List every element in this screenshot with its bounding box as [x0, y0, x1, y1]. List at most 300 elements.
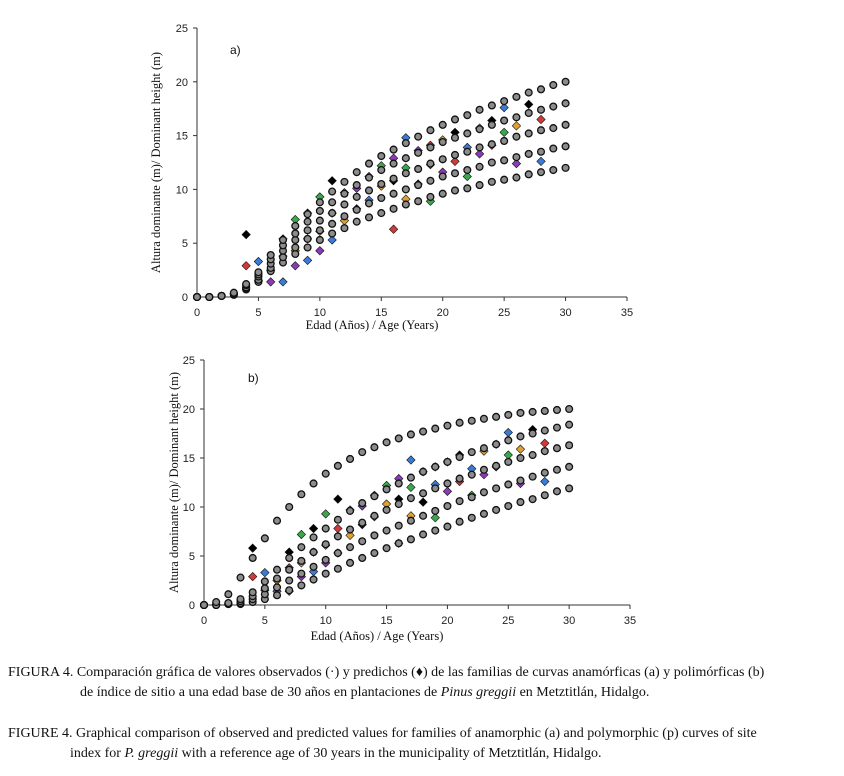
- curve-point-si12: [566, 485, 573, 492]
- curve-point-si20: [402, 140, 409, 147]
- curve-point-si20: [206, 294, 213, 301]
- curve-point-si20: [353, 169, 360, 176]
- curve-point-si18: [464, 130, 471, 137]
- curve-point-si20: [292, 223, 299, 230]
- curve-point-si16: [341, 201, 348, 208]
- curve-point-si20: [408, 431, 415, 438]
- curve-point-si18: [316, 208, 323, 215]
- curve-point-si18: [452, 134, 459, 141]
- x-tick-label: 20: [436, 307, 449, 319]
- curve-point-si18: [488, 121, 495, 128]
- x-tick-label: 15: [375, 307, 388, 319]
- curve-point-si12: [529, 496, 536, 503]
- curve-point-si16: [383, 507, 390, 514]
- curve-point-si16: [501, 138, 508, 145]
- curve-point-si12: [505, 503, 512, 510]
- curve-point-si12: [513, 174, 520, 181]
- curve-point-si20: [347, 456, 354, 463]
- x-axis-title: Edad (Años) / Age (Years): [305, 318, 439, 332]
- observed-point: [537, 157, 545, 165]
- curve-point-si16: [353, 194, 360, 201]
- curve-point-si16: [529, 452, 536, 459]
- observed-point: [525, 100, 533, 108]
- curve-point-si12: [488, 178, 495, 185]
- curve-point-si12: [432, 527, 439, 534]
- curve-point-si14: [390, 190, 397, 197]
- x-tick-label: 0: [200, 615, 208, 627]
- curve-point-si16: [366, 187, 373, 194]
- curve-point-si16: [493, 462, 500, 469]
- curve-point-si20: [481, 415, 488, 422]
- curve-point-si12: [395, 540, 402, 547]
- curve-point-si12: [366, 214, 373, 221]
- curve-point-si18: [237, 596, 244, 603]
- curve-point-si16: [562, 121, 569, 128]
- curve-point-si12: [347, 559, 354, 566]
- observed-point: [419, 498, 427, 506]
- curve-point-si12: [427, 194, 434, 201]
- curve-point-si14: [456, 498, 463, 505]
- caption-en-lead: FIGURE 4. Graphical comparison of observed and predicted values for families of anamorphic (a) and polymorphic (p) curves of site: [8, 726, 757, 741]
- curve-point-si12: [304, 244, 311, 251]
- curve-point-si20: [488, 102, 495, 109]
- curve-point-si20: [280, 237, 287, 244]
- curve-point-si16: [432, 485, 439, 492]
- x-tick-label: 5: [255, 307, 262, 319]
- curve-point-si18: [274, 566, 281, 573]
- curve-point-si12: [493, 507, 500, 514]
- observed-point: [328, 177, 336, 185]
- curve-point-si12: [316, 237, 323, 244]
- curve-point-si18: [493, 441, 500, 448]
- curve-point-si14: [501, 157, 508, 164]
- caption-english: [8, 724, 838, 764]
- caption-spanish: [8, 663, 838, 703]
- curve-point-si12: [322, 570, 329, 577]
- curve-point-si18: [390, 160, 397, 167]
- curve-point-si20: [525, 89, 532, 96]
- curve-point-si20: [452, 116, 459, 123]
- curve-point-si16: [420, 490, 427, 497]
- curve-point-si20: [378, 153, 385, 160]
- curve-point-si14: [274, 584, 281, 591]
- curve-point-si12: [415, 198, 422, 205]
- curve-point-si20: [464, 112, 471, 119]
- curve-point-si14: [525, 150, 532, 157]
- curve-point-si14: [402, 186, 409, 193]
- curve-point-si20: [261, 535, 268, 542]
- curve-point-si20: [554, 407, 561, 414]
- curve-point-si18: [395, 480, 402, 487]
- observed-point: [389, 225, 397, 233]
- curve-point-si18: [529, 430, 536, 437]
- curve-point-si16: [310, 549, 317, 556]
- curve-point-si16: [481, 466, 488, 473]
- curve-point-si12: [274, 592, 281, 599]
- curve-point-si18: [476, 126, 483, 133]
- curve-point-si20: [286, 504, 293, 511]
- curve-point-si18: [481, 445, 488, 452]
- chart-panel-b: [167, 355, 636, 643]
- curve-point-si16: [329, 210, 336, 217]
- curve-point-si16: [322, 541, 329, 548]
- y-tick-label: 10: [175, 184, 188, 197]
- curve-point-si12: [286, 587, 293, 594]
- x-tick-label: 25: [502, 615, 515, 627]
- y-tick-label: 15: [182, 453, 195, 465]
- curve-point-si16: [415, 166, 422, 173]
- curve-point-si18: [366, 174, 373, 181]
- curve-point-si12: [390, 205, 397, 212]
- curve-point-si16: [402, 170, 409, 177]
- x-tick-label: 15: [380, 615, 393, 627]
- curve-point-si20: [334, 462, 341, 469]
- curve-point-si18: [341, 190, 348, 197]
- curve-point-si18: [353, 182, 360, 189]
- curve-point-si16: [347, 526, 354, 533]
- y-tick-label: 0: [188, 600, 195, 612]
- curve-point-si14: [415, 182, 422, 189]
- curve-point-si12: [408, 536, 415, 543]
- curve-point-si16: [395, 501, 402, 508]
- curve-point-si12: [562, 164, 569, 171]
- curve-point-si20: [444, 422, 451, 429]
- observed-point: [303, 256, 311, 264]
- curve-point-si12: [554, 488, 561, 495]
- curve-point-si14: [493, 485, 500, 492]
- caption-es-species: Pinus greggii: [440, 685, 517, 700]
- curve-point-si18: [415, 149, 422, 156]
- observed-point: [512, 122, 520, 130]
- x-tick-label: 5: [261, 615, 268, 627]
- observed-point: [443, 487, 451, 495]
- curve-point-si20: [371, 444, 378, 451]
- curve-point-si18: [554, 424, 561, 431]
- curve-point-si18: [505, 437, 512, 444]
- curve-point-si18: [538, 106, 545, 113]
- curve-point-si12: [298, 582, 305, 589]
- curve-point-si14: [517, 477, 524, 484]
- curve-point-si20: [415, 133, 422, 140]
- curve-point-si14: [562, 143, 569, 150]
- curve-point-si12: [481, 510, 488, 517]
- curve-point-si18: [420, 468, 427, 475]
- curve-point-si20: [383, 439, 390, 446]
- curve-point-si20: [439, 121, 446, 128]
- curve-point-si14: [347, 544, 354, 551]
- curve-point-si18: [541, 427, 548, 434]
- curve-point-si20: [427, 127, 434, 134]
- curve-point-si16: [261, 585, 268, 592]
- curve-point-si16: [439, 156, 446, 163]
- curve-point-si12: [476, 182, 483, 189]
- caption-es-text-pre: de índice de sitio a una edad base de 30 años en plantaciones de: [80, 685, 441, 700]
- curve-point-si14: [298, 570, 305, 577]
- curve-point-si14: [408, 517, 415, 524]
- curve-point-si16: [371, 512, 378, 519]
- curve-point-si12: [383, 545, 390, 552]
- curve-point-si20: [237, 574, 244, 581]
- caption-en-species: P. greggii: [124, 746, 179, 761]
- curve-point-si12: [468, 514, 475, 521]
- curve-point-si14: [538, 148, 545, 155]
- curve-point-si12: [378, 210, 385, 217]
- curve-point-si14: [513, 154, 520, 161]
- curve-point-si18: [383, 486, 390, 493]
- curve-point-si12: [464, 185, 471, 192]
- x-tick-label: 10: [313, 307, 326, 319]
- curve-point-si16: [292, 237, 299, 244]
- x-tick-label: 35: [620, 307, 634, 319]
- curve-point-si14: [366, 200, 373, 207]
- curve-point-si16: [513, 133, 520, 140]
- observed-point: [261, 568, 269, 576]
- chart-panel-a: [149, 23, 633, 332]
- curve-point-si20: [243, 281, 250, 288]
- curve-point-si20: [513, 93, 520, 100]
- curve-point-si16: [464, 148, 471, 155]
- curve-point-si14: [476, 163, 483, 170]
- curve-point-si16: [427, 160, 434, 167]
- curve-point-si16: [359, 519, 366, 526]
- curve-point-si14: [378, 195, 385, 202]
- observed-point: [537, 115, 545, 123]
- curve-point-si14: [280, 254, 287, 261]
- curve-point-si16: [274, 575, 281, 582]
- curve-point-si14: [427, 177, 434, 184]
- caption-en-text-pre: index for: [70, 746, 125, 761]
- curve-point-si20: [201, 602, 208, 609]
- observed-point: [254, 257, 262, 265]
- y-tick-label: 10: [182, 502, 195, 514]
- curve-point-si16: [304, 227, 311, 234]
- observed-point: [297, 530, 305, 538]
- curve-point-si12: [452, 187, 459, 194]
- curve-point-si20: [562, 78, 569, 85]
- caption-en-continuation: [8, 744, 838, 764]
- curve-point-si20: [566, 406, 573, 413]
- curve-point-si18: [513, 114, 520, 121]
- y-tick-label: 15: [175, 130, 188, 143]
- y-axis-title: Altura dominante (m)/ Dominant height (m): [149, 51, 163, 274]
- curve-point-si14: [566, 463, 573, 470]
- curve-point-si12: [439, 190, 446, 197]
- curve-point-si12: [334, 565, 341, 572]
- curve-point-si20: [538, 86, 545, 93]
- y-tick-label: 5: [181, 238, 188, 251]
- curve-point-si20: [310, 480, 317, 487]
- curve-point-si20: [304, 211, 311, 218]
- curve-point-si12: [359, 555, 366, 562]
- curve-point-si16: [538, 127, 545, 134]
- observed-point: [407, 483, 415, 491]
- x-tick-label: 0: [193, 307, 201, 319]
- observed-point: [500, 128, 508, 136]
- curve-point-si20: [550, 82, 557, 89]
- curve-point-si12: [310, 576, 317, 583]
- curve-point-si20: [366, 160, 373, 167]
- observed-point: [248, 544, 256, 552]
- curve-point-si16: [334, 533, 341, 540]
- curve-point-si14: [310, 563, 317, 570]
- curve-point-si12: [420, 531, 427, 538]
- curve-point-si20: [322, 470, 329, 477]
- curve-point-si14: [329, 220, 336, 227]
- curve-point-si18: [501, 117, 508, 124]
- curve-point-si12: [402, 201, 409, 208]
- curve-point-si18: [298, 544, 305, 551]
- curve-point-si12: [341, 225, 348, 232]
- curve-point-si16: [390, 175, 397, 182]
- curve-point-si18: [427, 144, 434, 151]
- curve-point-si20: [529, 409, 536, 416]
- caption-es-text-post: en Metztitlán, Hidalgo.: [516, 685, 650, 700]
- y-tick-label: 0: [181, 292, 188, 304]
- observed-point: [242, 262, 250, 270]
- curve-point-si16: [517, 455, 524, 462]
- curve-point-si20: [218, 293, 225, 300]
- observed-point: [267, 278, 275, 286]
- curve-point-si20: [225, 591, 232, 598]
- curve-point-si18: [408, 474, 415, 481]
- caption-es-lead: FIGURA 4. Comparación gráfica de valores observados (·) y predichos (♦) de las familias de curvas anamórficas (a) y polimórficas (b): [8, 665, 765, 680]
- curve-point-si12: [550, 167, 557, 174]
- curve-point-si14: [286, 577, 293, 584]
- y-tick-label: 25: [182, 355, 195, 367]
- curve-point-si18: [378, 167, 385, 174]
- curve-point-si18: [304, 218, 311, 225]
- curve-point-si14: [554, 466, 561, 473]
- curve-point-si20: [316, 199, 323, 206]
- x-tick-label: 35: [623, 615, 637, 627]
- curve-point-si18: [329, 199, 336, 206]
- curve-point-si20: [468, 417, 475, 424]
- curve-point-si20: [501, 98, 508, 105]
- observed-point: [316, 247, 324, 255]
- curve-point-si20: [456, 419, 463, 426]
- panel-label: b): [248, 371, 259, 385]
- curve-point-si20: [476, 106, 483, 113]
- curve-point-si20: [230, 289, 237, 296]
- curve-point-si18: [525, 110, 532, 117]
- curve-point-si18: [249, 589, 256, 596]
- curve-point-si20: [329, 188, 336, 195]
- curve-point-si18: [292, 230, 299, 237]
- curve-point-si16: [554, 445, 561, 452]
- observed-point: [242, 230, 250, 238]
- curve-point-si12: [353, 218, 360, 225]
- curve-point-si12: [371, 550, 378, 557]
- curve-point-si18: [261, 578, 268, 585]
- curve-point-si14: [353, 206, 360, 213]
- curve-point-si18: [432, 463, 439, 470]
- curve-point-si18: [456, 454, 463, 461]
- x-tick-label: 25: [498, 307, 511, 319]
- curve-point-si20: [505, 411, 512, 418]
- curve-point-si20: [213, 599, 220, 606]
- curve-point-si12: [456, 518, 463, 525]
- caption-es-continuation: [8, 683, 838, 703]
- y-tick-label: 5: [188, 551, 195, 563]
- curve-point-si14: [505, 481, 512, 488]
- curve-point-si12: [538, 169, 545, 176]
- y-tick-label: 20: [175, 76, 188, 89]
- curve-point-si14: [395, 522, 402, 529]
- curve-point-si18: [322, 525, 329, 532]
- observed-point: [541, 439, 549, 447]
- curve-point-si20: [390, 146, 397, 153]
- curve-point-si16: [298, 558, 305, 565]
- observed-point: [541, 477, 549, 485]
- curve-point-si14: [383, 527, 390, 534]
- curve-point-si14: [322, 557, 329, 564]
- curve-point-si20: [517, 410, 524, 417]
- curve-point-si18: [347, 508, 354, 515]
- curve-point-si20: [395, 435, 402, 442]
- curve-point-si20: [194, 294, 201, 301]
- curve-point-si20: [267, 252, 274, 259]
- panel-label: a): [230, 43, 241, 57]
- curve-point-si20: [432, 425, 439, 432]
- x-tick-label: 20: [441, 615, 454, 627]
- curve-point-si18: [371, 493, 378, 500]
- curve-point-si14: [444, 503, 451, 510]
- observed-point: [504, 428, 512, 436]
- curve-point-si16: [378, 181, 385, 188]
- curve-point-si16: [468, 471, 475, 478]
- curve-point-si18: [334, 516, 341, 523]
- curve-point-si12: [525, 171, 532, 178]
- curve-point-si14: [341, 213, 348, 220]
- observed-point: [516, 445, 524, 453]
- curve-point-si14: [304, 235, 311, 242]
- y-tick-label: 25: [175, 23, 188, 35]
- x-axis-title: Edad (Años) / Age (Years): [310, 629, 444, 643]
- curve-point-si14: [468, 494, 475, 501]
- caption-en-text-post: with a reference age of 30 years in the municipality of Metztitlán, Hidalgo.: [178, 746, 602, 761]
- curve-point-si14: [541, 469, 548, 476]
- observed-point: [279, 278, 287, 286]
- curve-point-si20: [255, 269, 262, 276]
- curve-point-si12: [329, 230, 336, 237]
- curve-point-si12: [517, 499, 524, 506]
- curve-point-si14: [334, 550, 341, 557]
- curve-point-si16: [452, 152, 459, 159]
- curve-point-si16: [566, 442, 573, 449]
- curve-point-si12: [541, 492, 548, 499]
- curve-point-si18: [468, 449, 475, 456]
- curve-point-si16: [550, 125, 557, 132]
- curve-point-si20: [541, 408, 548, 415]
- curve-point-si12: [444, 523, 451, 530]
- curve-point-si18: [225, 600, 232, 607]
- curve-point-si20: [359, 449, 366, 456]
- observed-point: [291, 262, 299, 270]
- curve-point-si16: [488, 141, 495, 148]
- curve-point-si16: [476, 144, 483, 151]
- observed-point: [248, 572, 256, 580]
- curve-point-si14: [432, 508, 439, 515]
- curve-point-si20: [420, 428, 427, 435]
- curve-point-si18: [562, 100, 569, 107]
- curve-point-si14: [452, 170, 459, 177]
- curve-point-si18: [550, 103, 557, 110]
- observed-point: [334, 524, 342, 532]
- curve-point-si14: [292, 244, 299, 251]
- curve-point-si12: [501, 176, 508, 183]
- curve-point-si16: [525, 130, 532, 137]
- curve-point-si14: [359, 538, 366, 545]
